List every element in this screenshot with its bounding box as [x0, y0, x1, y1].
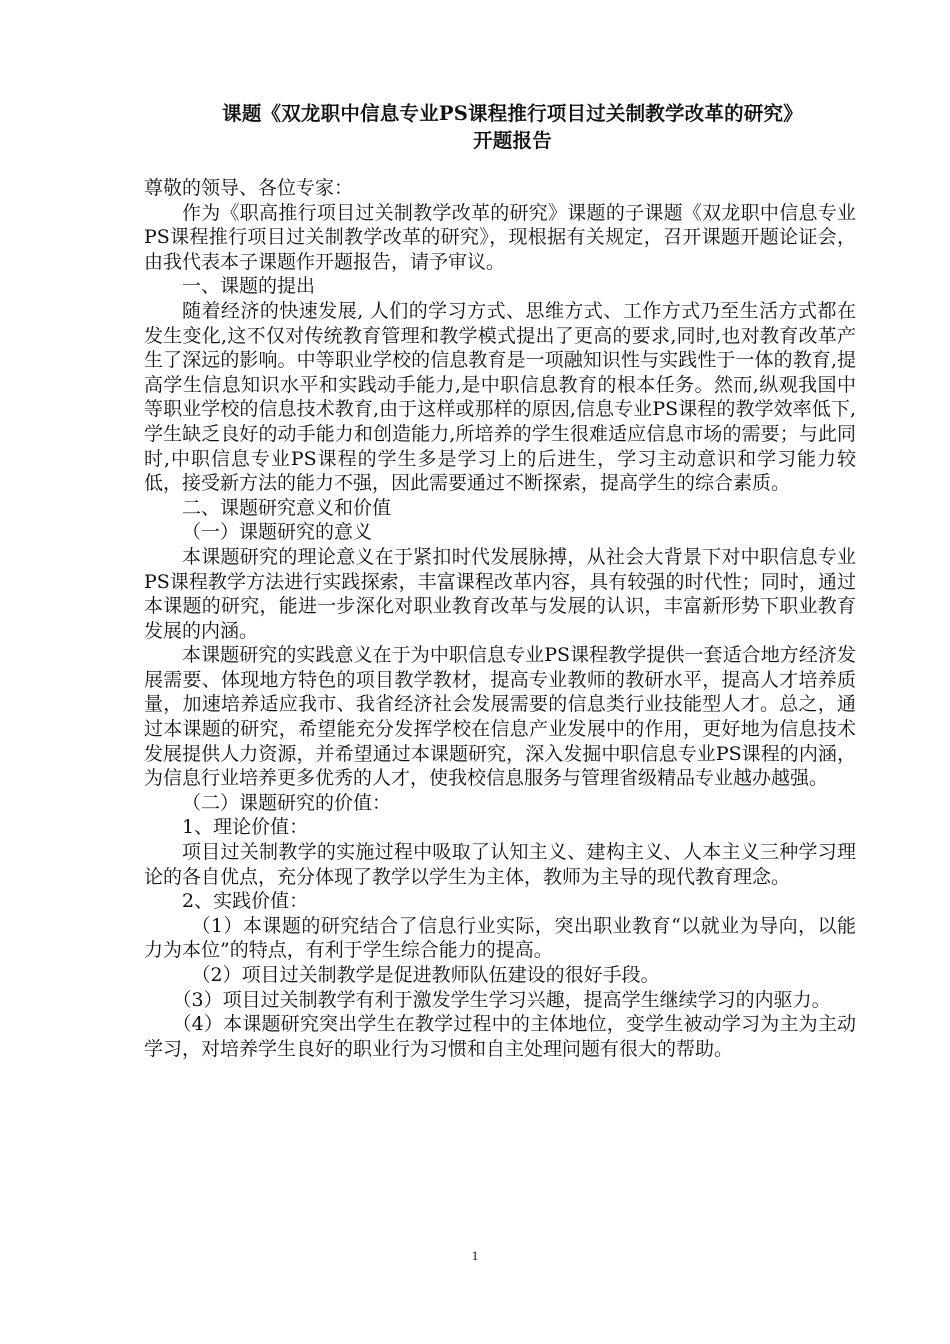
section-heading-2: 二、课题研究意义和价值 — [182, 496, 392, 519]
title-line-2: 开题报告 — [473, 129, 552, 152]
subsection-heading-2: （二）课题研究的价值： — [182, 791, 392, 814]
title-line-1: 课题《双龙职中信息专业PS课程推行项目过关制教学改革的研究》 — [222, 102, 803, 125]
subsection-heading-1: （一）课题研究的意义 — [182, 521, 373, 544]
section-heading-1: 一、课题的提出 — [182, 275, 316, 298]
intro-paragraph: 作为《职高推行项目过关制教学改革的研究》课题的子课题《双龙职中信息专业PS课程推行项目过关制教学改革的研究》，现根据有关规定，召开课题开题论证会，由我代表本子课题作开题报告，请予审议。 — [144, 201, 856, 273]
list-item: （2）项目过关制教学是促进教师队伍建设的很好手段。 — [191, 964, 660, 986]
body-paragraph: 项目过关制教学的实施过程中吸取了认知主义、建构主义、人本主义三种学习理论的各自优点，充分体现了教学以学生为主体，教师为主导的现代教育理念。 — [144, 841, 856, 888]
body-paragraph: 本课题研究的理论意义在于紧扣时代发展脉搏，从社会大背景下对中职信息专业PS课程教学方法进行实践探索，丰富课程改革内容，具有较强的时代性；同时，通过本课题的研究，能进一步深化对职业教育改革与发展的认识，丰富新形势下职业教育发展的内涵。 — [144, 545, 856, 642]
list-item: （1）本课题的研究结合了信息行业实际，突出职业教育“以就业为导向，以能力为本位”的特点，有利于学生综合能力的提高。 — [144, 914, 856, 962]
page-number: 1 — [471, 1248, 479, 1263]
body-paragraph: 本课题研究的实践意义在于为中职信息专业PS课程教学提供一套适合地方经济发展需要、体现地方特色的项目教学教材，提高专业教师的教研水平，提高人才培养质量，加速培养适应我市、我省经济社会发展需要的信息类行业技能型人才。总之，通过本课题的研究，希望能充分发挥学校在信息产业发展中的作用，更好地为信息技术发展提供人力资源，并希望通过本课题研究，深入发掘中职信息专业PS课程的内涵，为信息行业培养更多优秀的人才，使我校信息服务与管理省级精品专业越办越强。 — [144, 644, 856, 790]
body-paragraph: 随着经济的快速发展, 人们的学习方式、思维方式、工作方式乃至生活方式都在发生变化,这不仅对传统教育管理和教学模式提出了更高的要求,同时,也对教育改革产生了深远的影响。中等职业学校的信息教育是一项融知识性与实践性于一体的教育,提高学生信息知识水平和实践动手能力,是中职信息教育的根本任务。然而,纵观我国中等职业学校的信息技术教育,由于这样或那样的原因,信息专业PS课程的教学效率低下,学生缺乏良好的动手能力和创造能力,所培养的学生很难适应信息市场的需要；与此同时,中职信息专业PS课程的学生多是学习上的后进生，学习主动意识和学习能力较低，接受新方法的能力不强，因此需要通过不断探索，提高学生的综合素质。 — [144, 299, 856, 495]
salutation: 尊敬的领导、各位专家： — [144, 177, 354, 199]
list-item: （3）项目过关制教学有利于激发学生学习兴趣，提高学生继续学习的内驱力。 — [172, 988, 831, 1011]
item-heading-2: 2、实践价值： — [182, 890, 309, 913]
document-title — [100, 100, 925, 154]
item-heading-1: 1、理论价值： — [182, 816, 309, 839]
document-body — [144, 176, 856, 1061]
list-item: （4）本课题研究突出学生在教学过程中的主体地位，变学生被动学习为主为主动学习，对培养学生良好的职业行为习惯和自主处理问题有很大的帮助。 — [144, 1013, 856, 1060]
